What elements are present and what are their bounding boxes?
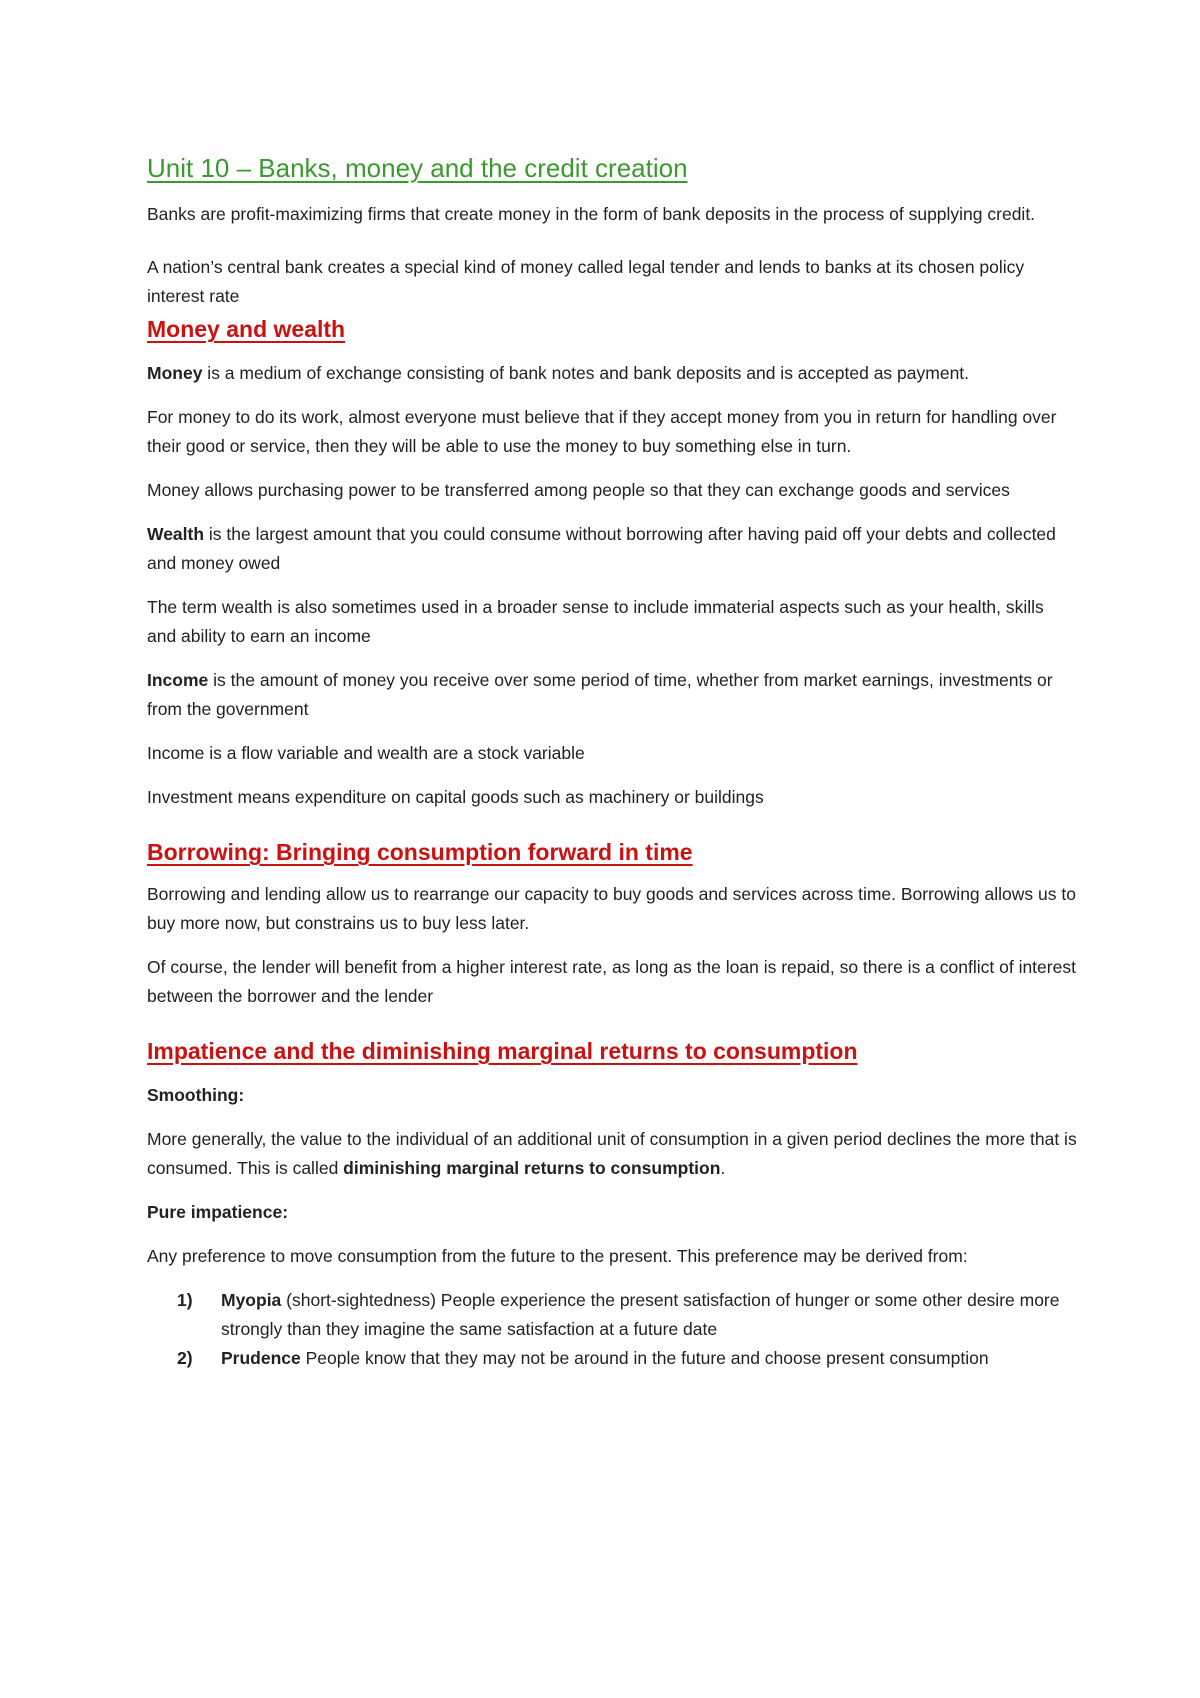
smoothing-end: . xyxy=(720,1158,726,1178)
investment-paragraph: Investment means expenditure on capital goods such as machinery or buildings xyxy=(147,787,764,807)
income-term: Income xyxy=(147,670,209,690)
page-title: Unit 10 – Banks, money and the credit creation xyxy=(147,153,688,183)
borrowing-paragraph-2: Of course, the lender will benefit from a higher interest rate, as long as the loan is repaid, so there is a conflict of interest between the borrower and the lender xyxy=(147,957,1076,1006)
money-definition xyxy=(147,359,1077,388)
list-text: People know that they may not be around in the future and choose present consumption xyxy=(300,1348,989,1368)
money-definition-text: is a medium of exchange consisting of bank notes and bank deposits and is accepted as payment. xyxy=(202,363,970,383)
list-text: (short-sightedness) People experience the present satisfaction of hunger or some other desire more strongly than they imagine the same satisfaction at a future date xyxy=(221,1290,1060,1339)
impatience-list xyxy=(147,1286,1077,1373)
flow-stock-paragraph: Income is a flow variable and wealth are a stock variable xyxy=(147,743,585,763)
intro-paragraph-2: A nation’s central bank creates a special kind of money called legal tender and lends to banks at its chosen policy interest rate xyxy=(147,257,1025,306)
document-content xyxy=(147,150,1077,1373)
list-term: Prudence xyxy=(221,1348,301,1368)
section-heading-borrowing: Borrowing: Bringing consumption forward in time xyxy=(147,839,693,865)
money-paragraph-3: Money allows purchasing power to be transferred among people so that they can exchange goods and services xyxy=(147,480,1010,500)
money-term: Money xyxy=(147,363,203,383)
borrowing-paragraph-1: Borrowing and lending allow us to rearrange our capacity to buy goods and services across time. Borrowing allows us to buy more now, but constrains us to buy less later. xyxy=(147,884,1076,933)
section-heading-impatience: Impatience and the diminishing marginal returns to consumption xyxy=(147,1038,858,1064)
list-term: Myopia xyxy=(221,1290,282,1310)
section-heading-money-wealth: Money and wealth xyxy=(147,316,346,342)
income-definition-text: is the amount of money you receive over some period of time, whether from market earnings, investments or from the government xyxy=(147,670,1053,719)
wealth-term: Wealth xyxy=(147,524,205,544)
smoothing-bold-term: diminishing marginal returns to consumption xyxy=(343,1158,721,1178)
list-item-prudence xyxy=(147,1344,1077,1373)
pure-impatience-paragraph: Any preference to move consumption from the future to the present. This preference may be derived from: xyxy=(147,1246,968,1266)
list-item-myopia xyxy=(147,1286,1077,1344)
smoothing-paragraph xyxy=(147,1125,1077,1183)
smoothing-text: More generally, the value to the individual of an additional unit of consumption in a given period declines the more that is consumed. This is called xyxy=(147,1129,1077,1178)
wealth-paragraph-2: The term wealth is also sometimes used in a broader sense to include immaterial aspects such as your health, skills and ability to earn an income xyxy=(147,597,1044,646)
list-number: 1) xyxy=(177,1290,193,1310)
intro-paragraph-1: Banks are profit-maximizing firms that create money in the form of bank deposits in the process of supplying credit. xyxy=(147,204,1036,224)
income-definition xyxy=(147,666,1077,724)
wealth-definition-text: is the largest amount that you could consume without borrowing after having paid off your debts and collected and money owed xyxy=(147,524,1056,573)
smoothing-label: Smoothing: xyxy=(147,1085,245,1105)
money-paragraph-2: For money to do its work, almost everyone must believe that if they accept money from you in return for handling over their good or service, then they will be able to use the money to buy something else in turn. xyxy=(147,407,1057,456)
wealth-definition xyxy=(147,520,1077,578)
list-number: 2) xyxy=(177,1348,193,1368)
pure-impatience-label: Pure impatience: xyxy=(147,1202,289,1222)
